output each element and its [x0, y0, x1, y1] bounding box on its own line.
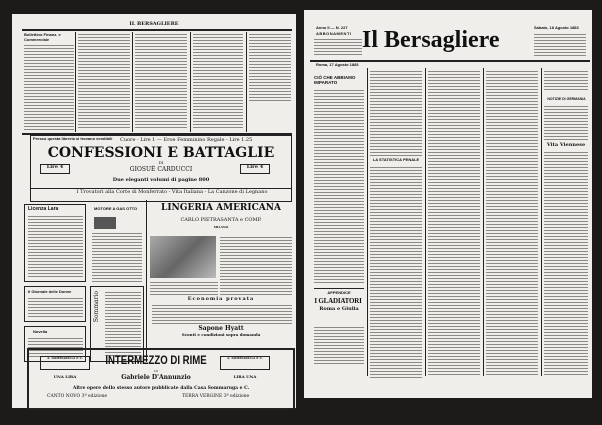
sconti: Sconti e condizioni sopra domanda	[181, 332, 261, 337]
price-left: Lire 4	[46, 164, 64, 170]
lingeria-city: MILANO	[213, 225, 229, 229]
ad-novella: Novella	[33, 329, 48, 334]
carducci-title: CONFESSIONI E BATTAGLIE	[47, 145, 275, 161]
dannunzio-author: Gabriele D'Annunzio	[121, 374, 191, 381]
running-head: IL BERSAGLIERE	[129, 21, 179, 27]
price-right: Lire 4	[246, 164, 264, 170]
strip-top-right: Cuore - Lire 1 — Eroe Femminino Regale - Lire 1.25	[120, 137, 253, 143]
headline-col5b: Vita Viennese	[546, 142, 586, 148]
sapone: Sapone Hyatt	[198, 325, 244, 332]
ad-lara: Licenza Lara	[28, 206, 59, 212]
headline-col5a: NOTIZIE DI GERMANIA	[547, 97, 586, 101]
lingeria-firm: CARLO PIETRASANTA e COMP.	[180, 217, 262, 223]
dannunzio-title: INTERMEZZO DI RIME	[105, 353, 207, 367]
timetable	[193, 33, 243, 130]
strip-bottom: I Trovatori alla Corte di Monferrato - Vita Italiana - La Canzone di Legnano	[76, 189, 268, 195]
quotes-table	[78, 33, 130, 130]
lingeria-title: LINGERIA AMERICANA	[161, 203, 281, 213]
price-right: LIRA UNA	[233, 374, 257, 379]
masthead: Il Bersagliere	[362, 27, 500, 53]
carducci-author: GIOSUÈ CARDUCCI	[129, 166, 193, 173]
sommario: Sommario	[93, 291, 100, 323]
carducci-subtitle: Due eleganti volumi di pagine 800	[112, 177, 210, 183]
right-page	[304, 10, 592, 398]
headline-col1: CIÒ CHE ABBIAMO IMPARATO	[314, 75, 356, 86]
strip-top-left: Presso questa libreria si trovano vendibili	[33, 136, 113, 141]
engine-illustration	[94, 217, 116, 229]
lingeria-illustration	[150, 236, 216, 278]
other-works: Altre opere dello stesso autore pubblicate dalla Casa Sommaruga e C.	[72, 386, 250, 391]
quotes-table	[135, 33, 187, 130]
appendice-subtitle: Roma e Giulia	[319, 306, 359, 312]
timetable	[249, 33, 291, 103]
book-left: CANTO NOVO 3ª edizione	[47, 394, 108, 399]
headline-col2: LA STATISTICA PENALE	[372, 157, 420, 162]
publisher-left: A. SOMMARUGA E C.	[47, 356, 83, 360]
abbonamenti: ABBONAMENTI	[316, 31, 352, 36]
price-left: UNA LIRA	[53, 374, 77, 379]
bulletin-title: Bollettino Finanz. e Commerciale	[24, 32, 61, 42]
ad-giornale: Il Giornale delle Donne	[28, 289, 72, 294]
di-label: DI	[158, 160, 164, 165]
publisher-right: A. SOMMARUGA E C.	[227, 356, 263, 360]
book-right: TERRA VERGINE 3ª edizione	[182, 394, 250, 399]
appendice-label: APPENDICE	[327, 290, 351, 295]
appendice-title: I GLADIATORI	[314, 297, 362, 305]
economia: Economia provata	[187, 296, 255, 302]
bulletin-table	[24, 44, 74, 130]
ad-motore: MOTORE A GAS OTTO	[94, 206, 138, 211]
date-right: Sabato, 18 Agosto 1883	[534, 25, 579, 30]
left-page	[12, 14, 296, 408]
issue-number: Anno II — N. 227	[316, 25, 348, 30]
di-label: DI	[154, 369, 158, 373]
dateline: Roma, 17 Agosto 1883	[316, 62, 359, 67]
